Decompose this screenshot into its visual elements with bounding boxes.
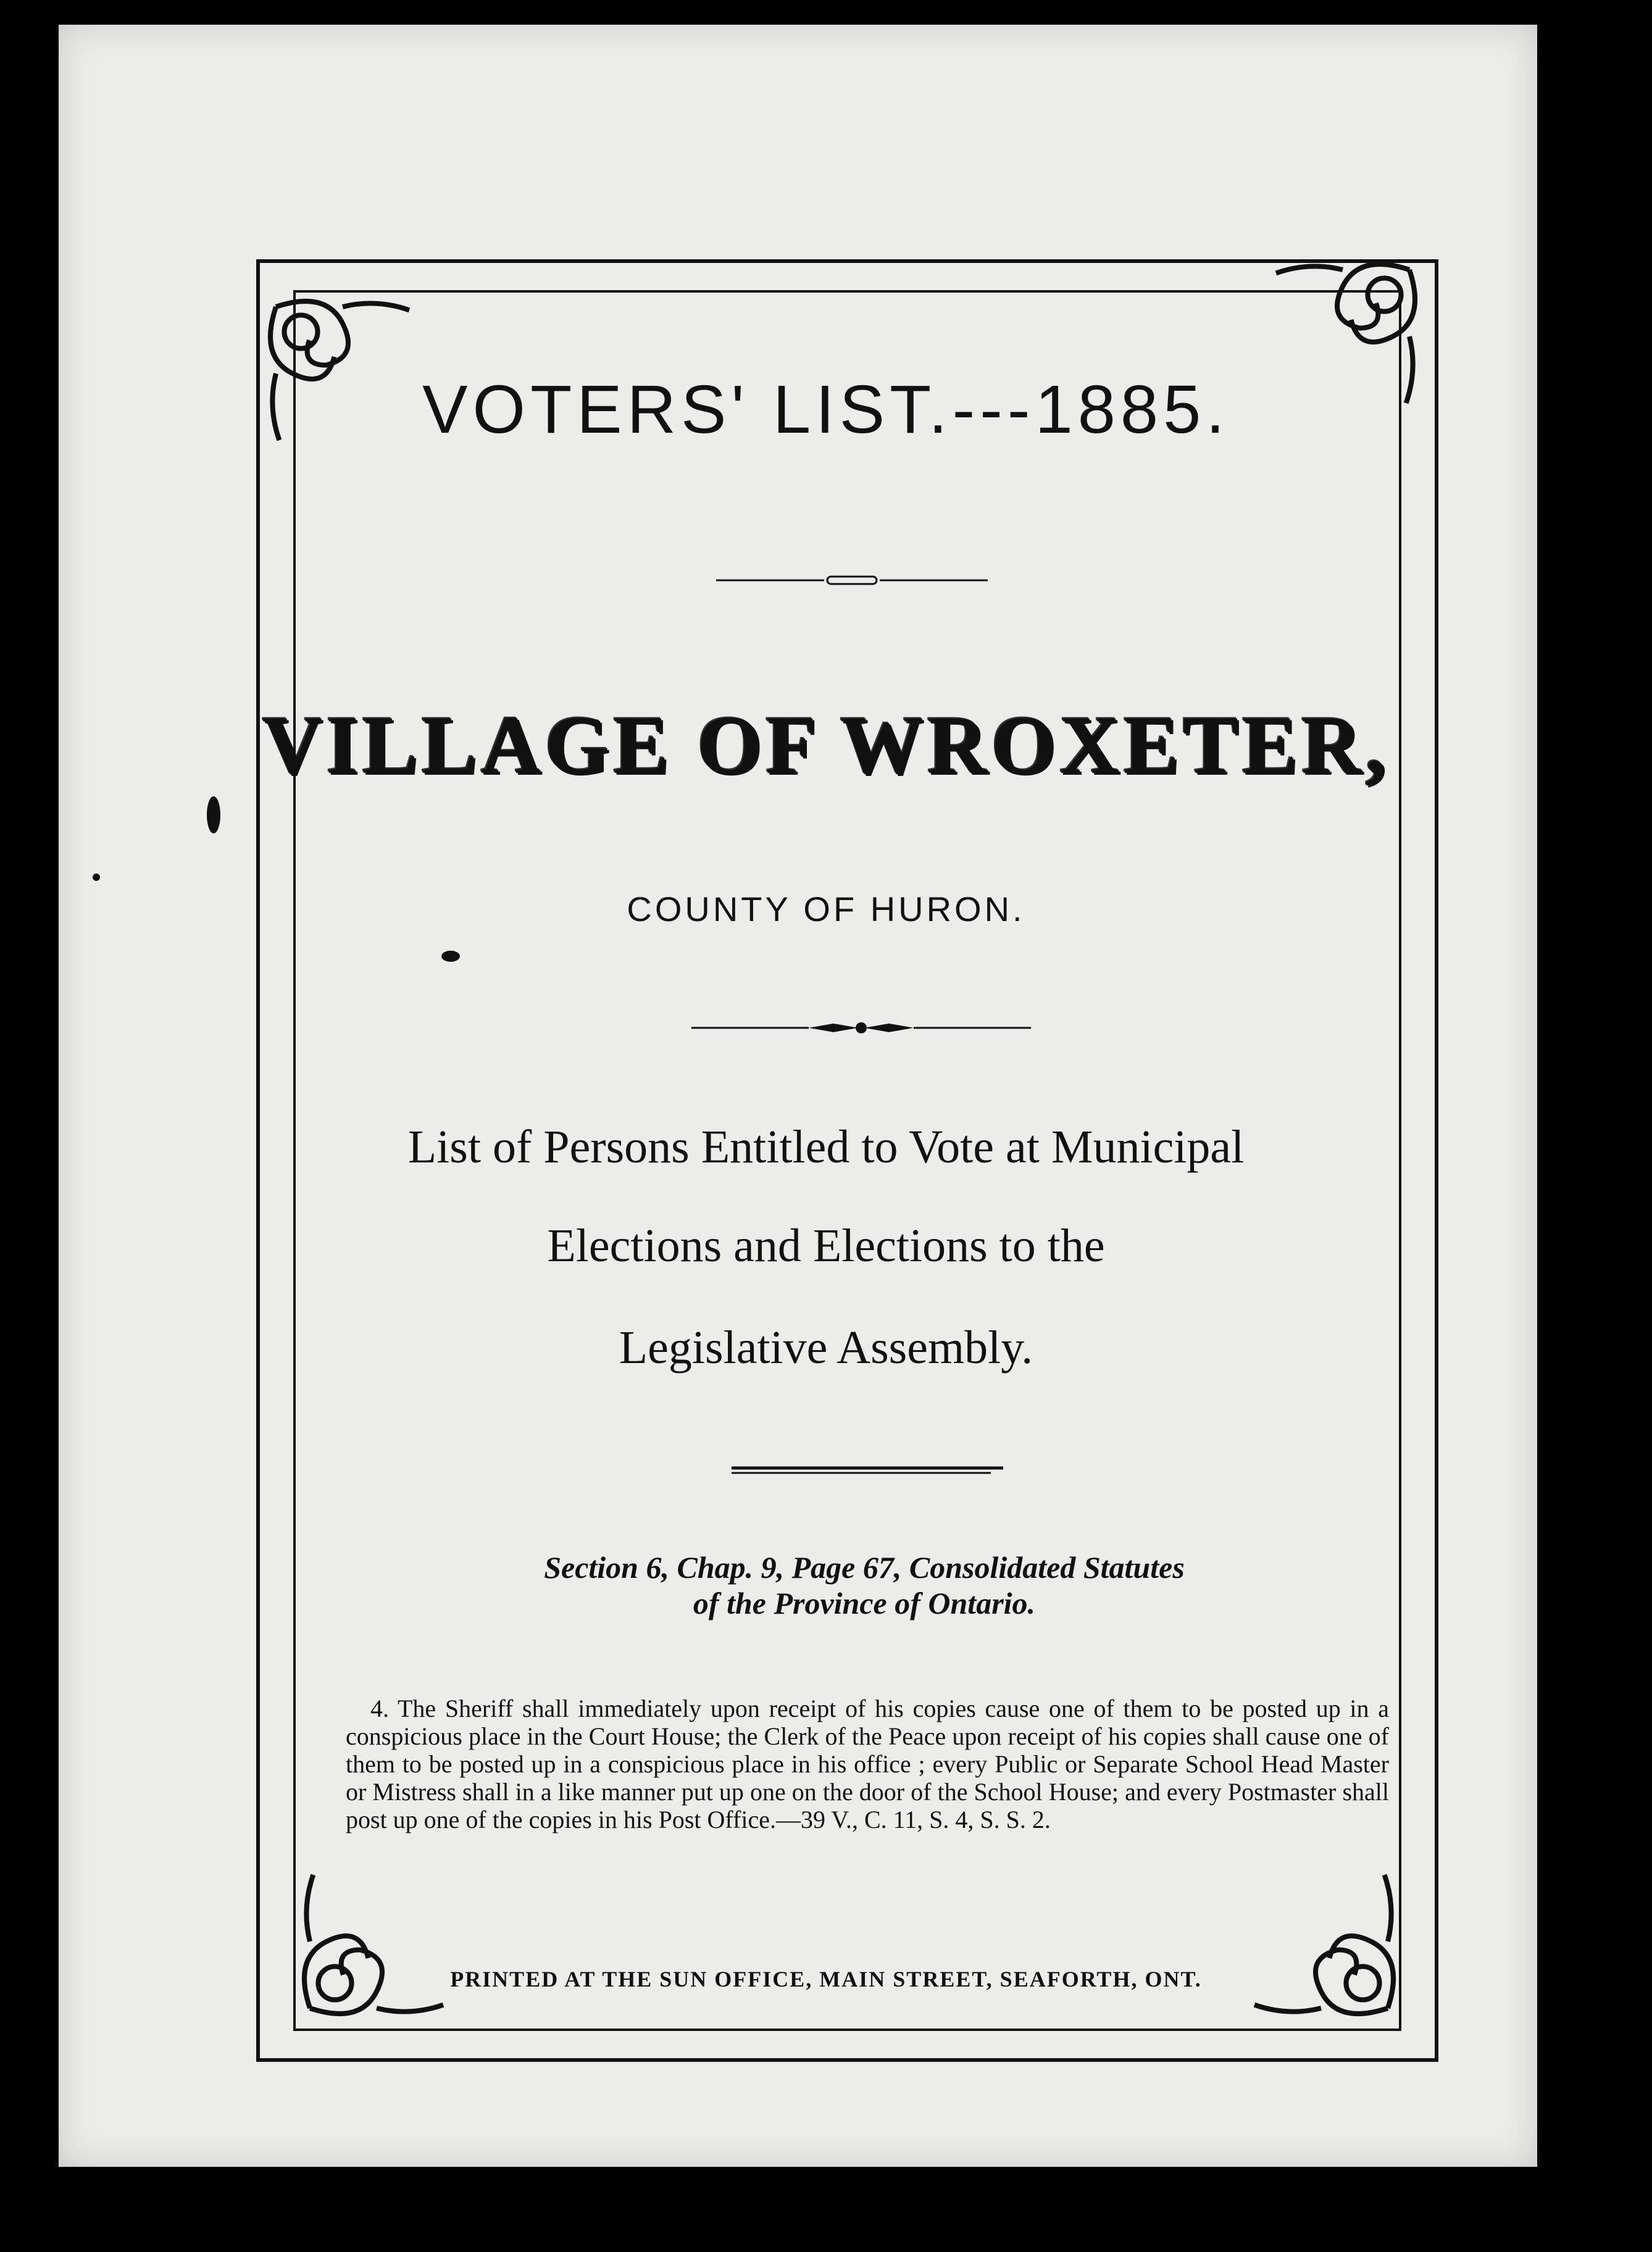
- document-title: VOTERS' LIST.---1885.: [422, 372, 1230, 448]
- description-line: List of Persons Entitled to Vote at Municipal: [407, 1121, 1245, 1173]
- corner-ornament-icon: [1238, 1858, 1404, 2025]
- county-name: COUNTY OF HURON.: [627, 890, 1025, 928]
- village-name: VILLAGE OF WROXETER,: [262, 699, 1390, 791]
- statute-reference-line: of the Province of Ontario.: [693, 1586, 1036, 1620]
- statute-reference-line: Section 6, Chap. 9, Page 67, Consolidated Statutes: [544, 1550, 1185, 1585]
- divider-rule: [732, 1463, 1003, 1478]
- description-line: Legislative Assembly.: [619, 1322, 1033, 1374]
- statute-paragraph: 4. The Sheriff shall immediately upon receipt of his copies cause one of them to be posted up in a conspicious place in the Court House; the Clerk of the Peace upon receipt of his copies shall cause one of them to be posted up in a conspicious place in his office ; every Public or Separate School Head Master or Mistress shall in a like manner put up one on the door of the School House; and every Postmaster shall post up one of the copies in his Post Office.—39 V., C. 11, S. 4, S. S. 2.: [346, 1695, 1389, 1833]
- description-line: Elections and Elections to the: [547, 1220, 1105, 1272]
- divider-rule: [716, 571, 988, 590]
- statute-reference: [333, 1549, 1395, 1621]
- scan-speck: [93, 874, 100, 881]
- scan-speck: [207, 796, 220, 833]
- printer-imprint: PRINTED AT THE SUN OFFICE, MAIN STREET, SEAFORTH, ONT.: [450, 1967, 1202, 1991]
- divider-rule: [691, 1019, 1031, 1037]
- corner-ornament-icon: [293, 1858, 460, 2025]
